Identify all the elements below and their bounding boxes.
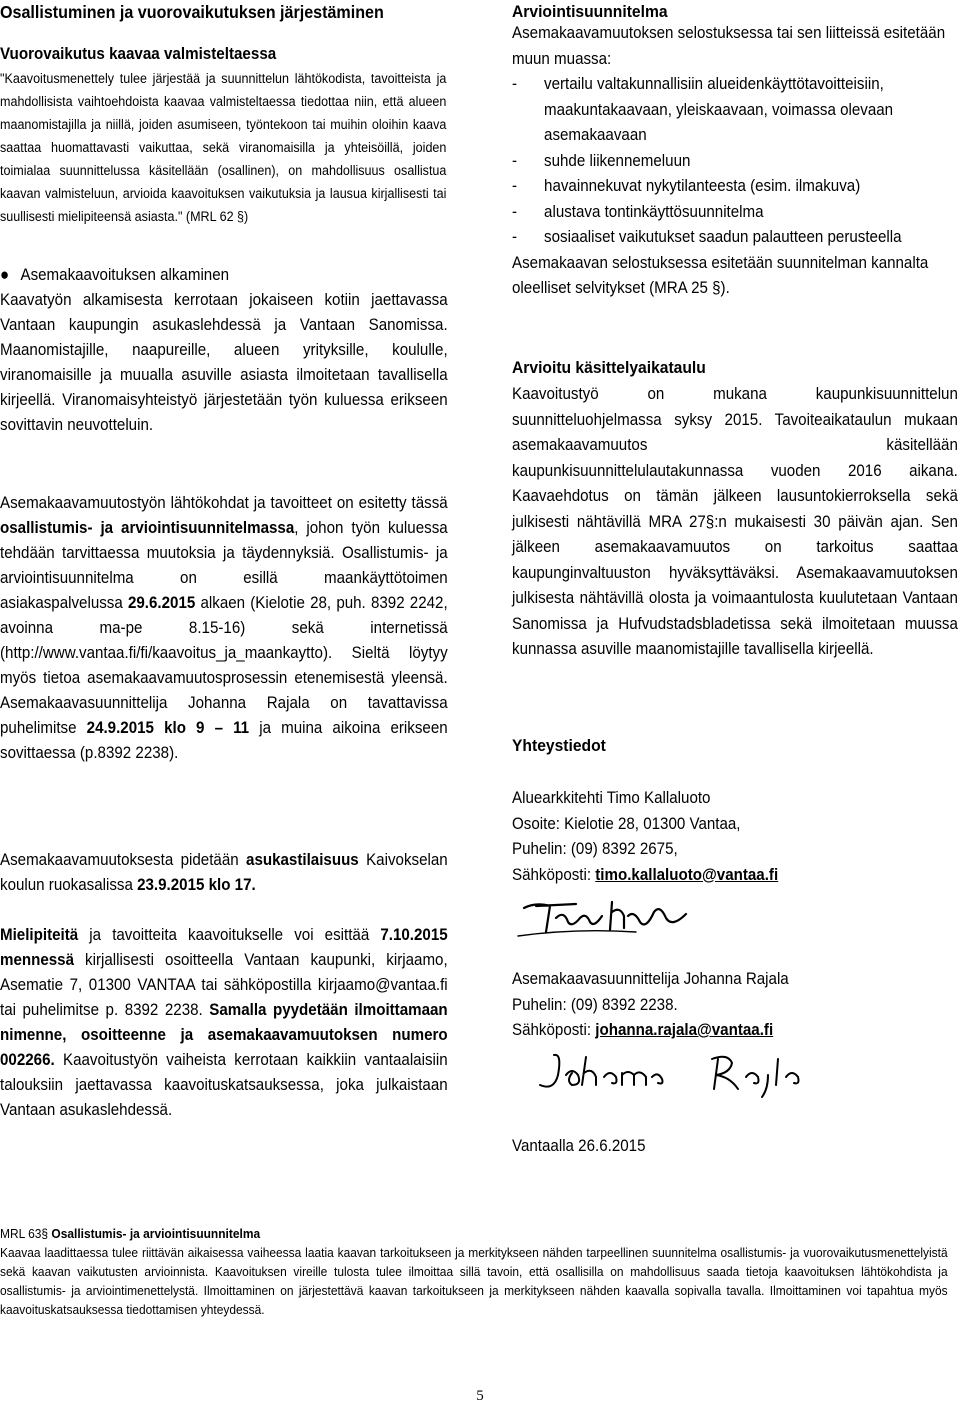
email-link-timo[interactable]: timo.kallaluoto@vantaa.fi: [595, 864, 779, 884]
page-number: 5: [476, 1388, 484, 1404]
contact-email-line: [512, 862, 958, 888]
deadline-bold: 7.10.2015 mennessä: [0, 925, 448, 969]
assessment-title: Arviointisuunnitelma: [512, 2, 668, 21]
list-item: - sosiaaliset vaikutukset saadun palautteen perusteella: [512, 224, 958, 250]
contacts-title: Yhteystiedot: [512, 736, 606, 755]
contact-name: Aluearkkitehti Timo Kallaluoto: [512, 788, 711, 807]
email-label: Sähköposti:: [512, 1020, 596, 1039]
plan-name-bold: osallistumis- ja arviointisuunnitelmassa: [0, 518, 295, 537]
assessment-block: [512, 20, 958, 301]
subsection-title: Vuorovaikutus kaavaa valmisteltaessa: [0, 45, 277, 63]
text-span: Asemakaavamuutoksesta pidetään: [0, 850, 247, 869]
paragraph-event-text: [0, 847, 448, 897]
schedule-block: [512, 381, 958, 662]
contact-timo: [512, 785, 958, 887]
list-item: - suhde liikennemeluun: [512, 148, 958, 174]
contact-phone: Puhelin: (09) 8392 2675,: [512, 839, 678, 858]
email-link-johanna[interactable]: johanna.rajala@vantaa.fi: [595, 1020, 774, 1039]
text-span: Asemakaavamuutostyön lähtökohdat ja tavoitteet on esitetty tässä: [0, 493, 448, 512]
footnote-text: Kaavaa laadittaessa tulee riittävän aikaisessa vaiheessa laatia kaavan tarkoitukseen ja merkitykseen nähden tarpeellinen suunnitelma osallistumis- ja vuorovaikutusmenettelyistä sekä kaavan vaikutusten arvioinnista. Kaavoituksen vireille tulosta tulee ilmoittaa sillä tavoin, että osallisilla on mahdollisuus saada tietoja kaavoituksen lähtökohdista ja osallistumis- ja arviointimenettelystä. Ilmoittaminen on järjestettävä kaavan tarkoitukseen ja merkitykseen nähden kaavalla sopivalla tavalla. Ilmoittaminen voi tapahtua myös kaavoituskatsauksessa tiedottamisen yhteydessä.: [0, 1245, 948, 1317]
place-date: [512, 1133, 958, 1159]
paragraph-opinions-text: [0, 922, 448, 1122]
contact-email-line: [512, 1017, 958, 1043]
contact-name: Asemakaavasuunnittelija Johanna Rajala: [512, 969, 789, 988]
signature-timo-image: [516, 888, 706, 948]
date-bold: 29.6.2015: [127, 593, 196, 612]
text-span: ja tavoitteita kaavoitukselle voi esittää: [78, 925, 381, 944]
list-item: - alustava tontinkäyttösuunnitelma: [512, 199, 958, 225]
signature-johanna-image: [532, 1045, 832, 1105]
bullet-dot-icon: ●: [0, 265, 10, 284]
contact-address: Osoite: Kielotie 28, 01300 Vantaa,: [512, 813, 741, 833]
schedule-title: Arvioitu käsittelyaikataulu: [512, 358, 706, 377]
footnote-heading: [0, 1224, 948, 1243]
footnote-ref: MRL 63§: [0, 1226, 52, 1241]
bullet-heading-text: Asemakaavoituksen alkaminen: [20, 265, 230, 284]
assessment-intro: Asemakaavamuutoksen selostuksessa tai sen liitteissä esitetään muun muassa:: [512, 23, 946, 68]
assessment-outro: Asemakaavan selostuksessa esitetään suunnitelman kannalta oleelliset selvitykset (MRA 25 §).: [512, 252, 929, 297]
law-quote: [0, 67, 446, 228]
text-span: Kaavoitustyön vaiheista kerrotaan kaikkiin vantaalaisiin talouksiin jaettavassa kaavoituskatsauksessa, joka julkaistaan Vantaan asukaslehdessä.: [0, 1050, 448, 1119]
paragraph-event: [0, 847, 448, 897]
section-title: Osallistuminen ja vuorovaikutuksen järjestäminen: [0, 2, 384, 22]
paragraph-plan: [0, 490, 448, 765]
email-label: Sähköposti:: [512, 864, 596, 884]
paragraph-opinions: [0, 922, 448, 1122]
text-span: ja muina aikoina erikseen sovittaessa (p.8392 2238).: [0, 718, 448, 762]
place-date-text: Vantaalla 26.6.2015: [512, 1136, 646, 1155]
paragraph-announcement: [0, 287, 448, 437]
footnote: [0, 1224, 948, 1319]
time-bold: 24.9.2015 klo 9 – 11: [86, 718, 250, 737]
list-item: - vertailu valtakunnallisiin alueidenkäyttötavoitteisiin, maakuntakaavaan, yleiskaavaan, voimassa olevaan asemakaavaan: [512, 71, 958, 148]
law-quote-text: "Kaavoitusmenettely tulee järjestää ja suunnittelun lähtökodista, tavoitteista ja mahdollisista vaihtoehdoista kaavaa valmisteltaessa tiedottaa niin, että alueen maanomistajilla ja niillä, joiden asumiseen, työntekoon tai muihin oloihin kaava saattaa huomattavasti vaikuttaa, sekä viranomaisilla ja yhteisöillä, joiden toimialaa suunnittelussa käsitellään (osallinen), on mahdollisuus osallistua kaavan valmisteluun, arvioida kaavoituksen vaikutuksia ja lausua kirjallisesti tai suullisesti mielipiteensä asiasta." (MRL 62 §): [0, 71, 447, 224]
bullet-heading: [0, 262, 448, 287]
schedule-text: Kaavoitustyö on mukana kaupunkisuunnittelun suunnitteluohjelmassa syksy 2015. Tavoiteaikataulun mukaan asemakaavamuutos käsitellään kaupunkisuunnittelulautakunnassa vuoden 2016 aikana. Kaavaehdotus on tämän jälkeen lausuntokierroksella sekä julkisesti nähtävillä MRA 27§:n mukaisesti 30 päivän ajan. Sen jälkeen asemakaavamuutos on tarkoitus saattaa kaupunginvaltuuston hyväksyttäväksi. Asemakaavamuutoksen julkisesta nähtävillä olosta ja voimaantulosta kuulutetaan Vantaan Sanomissa ja Hufvudstadsbladetissa sekä ilmoitetaan muussa kunnassa asuville maanomistajille tavallisella kirjeellä.: [512, 384, 958, 658]
text-span: kirjallisesti osoitteella Vantaan kaupunki, kirjaamo, Asematie 7, 01300 VANTAA tai sähköpostilla kirjaamo@vantaa.fi tai puhelimitse p. 8392 2238.: [0, 950, 448, 1019]
text-span: Kaivokselan koulun ruokasalissa: [0, 850, 448, 894]
list-item: - havainnekuvat nykytilanteesta (esim. ilmakuva): [512, 173, 958, 199]
paragraph-plan-text: [0, 490, 448, 765]
event-time-bold: 23.9.2015 klo 17.: [137, 875, 256, 894]
contact-johanna: [512, 966, 958, 1043]
request-bold: Samalla pyydetään ilmoittamaan nimenne, osoitteenne ja asemakaavamuutoksen numero 002266.: [0, 1000, 448, 1069]
opinions-bold: Mielipiteitä: [0, 925, 79, 944]
text-span: , johon työn kuluessa tehdään tarvittaessa muutoksia ja täydennyksiä. Osallistumis- ja arviointisuunnitelma on esillä maankäyttötoimen asiakaspalvelussa: [0, 518, 448, 612]
footnote-title: Osallistumis- ja arviointisuunnitelma: [51, 1226, 261, 1241]
event-bold: asukastilaisuus: [246, 850, 359, 869]
text-span: alkaen (Kielotie 28, puh. 8392 2242, avoinna ma-pe 8.15-16) sekä internetissä (http://www.vantaa.fi/fi/kaavoitus_ja_maankaytto). Sieltä löytyy myös tietoa asemakaavamuutosprosessin etenemisestä yleensä. Asemakaavasuunnittelija Johanna Rajala on tavattavissa puhelimitse: [0, 593, 448, 737]
contact-phone: Puhelin: (09) 8392 2238.: [512, 994, 678, 1014]
assessment-list: [512, 71, 958, 250]
paragraph-announcement-text: Kaavatyön alkamisesta kerrotaan jokaiseen kotiin jaettavassa Vantaan kaupungin asukaslehdessä ja Vantaan Sanomissa. Maanomistajille, naapureille, alueen yrityksille, koululle, viranomaisille ja muualla asuville asiasta ilmoitetaan tavallisella kirjeellä. Viranomaisyhteistyö järjestetään työn kuluessa erikseen sovittavin neuvotteluin.: [0, 290, 448, 434]
